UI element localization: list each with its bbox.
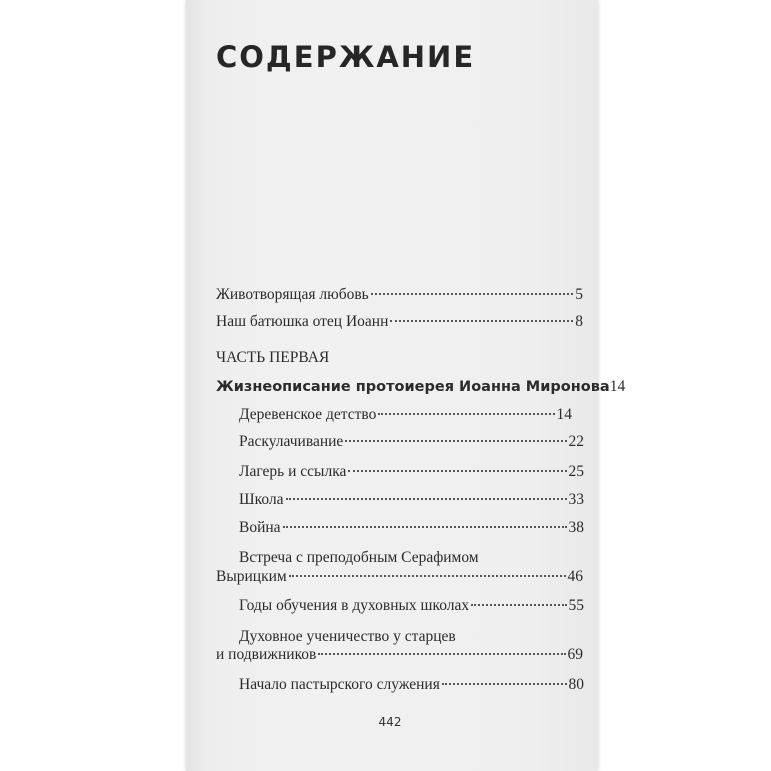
dot-leader: [371, 293, 574, 295]
toc-subentry: [239, 462, 584, 482]
dot-leader: [348, 470, 566, 472]
toc-subentry-label: Деревенское детство: [239, 406, 377, 423]
toc-subentry-label: Раскулачивание: [239, 433, 344, 450]
toc-subentry-page: 55: [568, 597, 584, 614]
dot-leader: [442, 683, 567, 685]
toc-subentry-label: Лагерь и ссылка: [239, 463, 347, 480]
toc-subentry-page: 46: [567, 568, 583, 585]
toc-subentry-label: Война: [239, 519, 281, 536]
toc-entry-label: Наш батюшка отец Иоанн: [216, 313, 389, 330]
toc-subentry-label: и подвижников: [216, 646, 317, 663]
toc-subentry-page: 69: [567, 646, 583, 663]
toc-subentry-page: 14: [556, 406, 572, 423]
toc-subentry: [239, 432, 584, 452]
toc-entry-page: 8: [575, 313, 583, 330]
toc-subentry: [216, 645, 583, 665]
toc-subentry: [239, 518, 584, 538]
toc-subentry-page: 80: [568, 676, 584, 693]
dot-leader: [378, 413, 554, 415]
toc-subentry: [239, 405, 572, 425]
toc-subentry-page: 38: [568, 519, 584, 536]
toc-subentry-label-first-line: Встреча с преподобным Серафимом: [239, 549, 479, 566]
toc-subentry: [239, 675, 584, 695]
toc-subentry-label: Годы обучения в духовных школах: [239, 597, 470, 614]
toc-subentry-page: 25: [568, 463, 584, 480]
toc-subentry-page: 33: [568, 491, 584, 508]
toc-subentry-label: Вырицким: [216, 568, 287, 585]
dot-leader: [283, 526, 567, 528]
toc-subentry: [239, 596, 584, 616]
part-heading: ЧАСТЬ ПЕРВАЯ: [216, 349, 330, 366]
dot-leader: [345, 440, 566, 442]
toc-chapter-page: 14: [609, 378, 626, 395]
dot-leader: [318, 653, 565, 655]
dot-leader: [289, 575, 566, 577]
toc-subentry-label-first-line: Духовное ученичество у старцев: [239, 628, 456, 645]
toc-subentry-label: Начало пастырского служения: [239, 676, 440, 693]
dot-leader: [471, 604, 566, 606]
toc-entry-page: 5: [575, 286, 583, 303]
page-number: 442: [378, 715, 402, 729]
toc-subentry-page: 22: [568, 433, 584, 450]
toc-entry: [216, 312, 583, 332]
toc-subentry: [216, 567, 583, 587]
toc-entry: [216, 285, 583, 305]
toc-chapter-label: Жизнеописание протоиерея Иоанна Миронова: [216, 379, 610, 395]
toc-chapter: [216, 377, 626, 397]
dot-leader: [390, 320, 573, 322]
contents-title: СОДЕРЖАНИЕ: [216, 40, 476, 74]
dot-leader: [286, 498, 567, 500]
toc-entry-label: Животворящая любовь: [216, 286, 369, 303]
toc-subentry-label: Школа: [239, 491, 284, 508]
toc-subentry: [239, 490, 584, 510]
